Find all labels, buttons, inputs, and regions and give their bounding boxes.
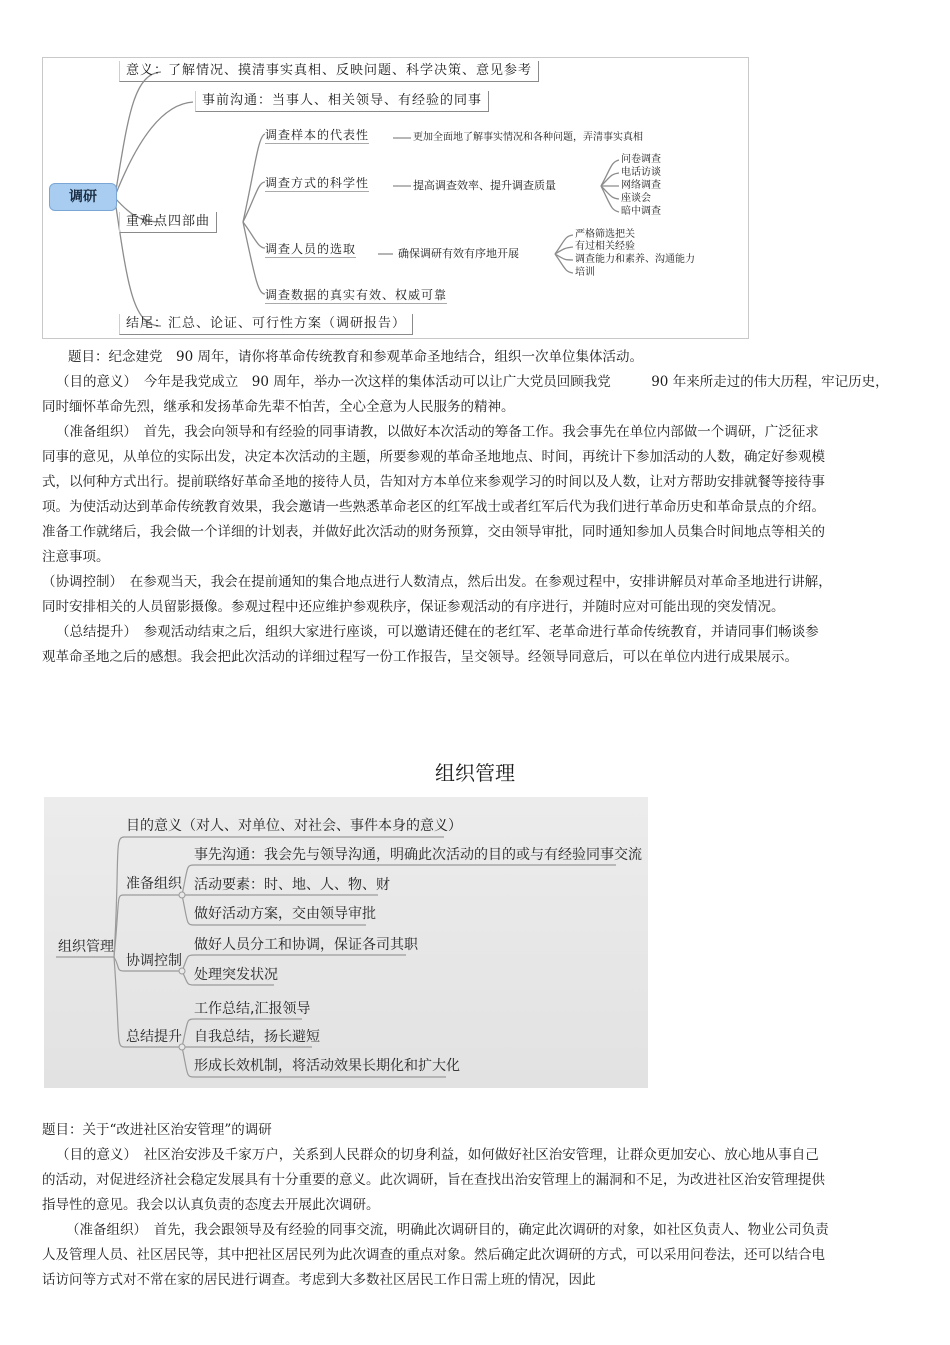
section-title: 组织管理 — [435, 761, 515, 785]
personnel-item: 有过相关经验 — [575, 241, 635, 252]
prep-item: 做好活动方案，交由领导审批 — [194, 906, 376, 922]
mindmap-root-research: 调研 — [49, 183, 117, 211]
research-mindmap — [42, 57, 749, 339]
coord-item: 做好人员分工和协调，保证各司其职 — [194, 937, 418, 953]
personnel-item: 调查能力和素养、沟通能力 — [575, 254, 695, 265]
summary-item: 形成长效机制，将活动效果长期化和扩大化 — [194, 1058, 460, 1074]
paragraph-coordination: （协调控制） 在参观当天，我会在提前通知的集合地点进行人数清点，然后出发。在参观过程中，安排讲解员对革命圣地进行讲解，同时安排相关的人员留影摄像。参观过程中还应维护参观秩序，保证参观活动的有序进行，并随时应对可能出现的突发情况。 — [42, 574, 832, 615]
node-sample: 调查样本的代表性 — [265, 128, 370, 142]
paragraph-preparation: （准备组织） 首先，我会向领导和有经验的同事请教，以做好本次活动的筹备工作。我会事先在单位内部做一个调研，广泛征求同事的意见，从单位的实际出发，决定本次活动的主题，所要参观的革命圣地地点、时间，再统计下参加活动的人数，确定好参观模式，以何种方式出行。提前联络好革命圣地的接待人员，告知对方本单位来参观学习的时间以及人数，让对方帮助安排就餐等接待事项。为使活动达到革命传统教育效果，我会邀请一些熟悉革命老区的红军战士或者红军后代为我们进行革命历史和革命景点的介绍。准备工作就绪后，我会做一个详细的计划表，并做好此次活动的财务预算，交由领导审批，同时通知参加人员集合时间地点等相关的注意事项。 — [42, 424, 825, 565]
personnel-item: 培训 — [575, 267, 595, 278]
node-personnel-note: 确保调研有效有序地开展 — [398, 247, 519, 260]
passage-community-security — [42, 1118, 898, 1293]
node-purpose: 目的意义（对人、对单位、对社会、事件本身的意义） — [126, 818, 462, 834]
paragraph-purpose: （目的意义） 今年是我党成立 90 周年，举办一次这样的集体活动可以让广大党员回顾我党 90 年来所走过的伟大历程，牢记历史，同时缅怀革命先烈，继承和发扬革命先辈不怕苦，全心全意为人民服务的精神。 — [42, 374, 889, 415]
summary-item: 自我总结，扬长避短 — [194, 1029, 320, 1045]
mindmap-root-organization: 组织管理 — [58, 939, 114, 955]
method-item: 座谈会 — [621, 193, 651, 204]
node-coord: 协调控制 — [126, 953, 182, 969]
prep-item: 事先沟通：我会先与领导沟通，明确此次活动的目的或与有经验同事交流 — [194, 847, 642, 863]
method-item: 暗中调查 — [621, 206, 661, 217]
coord-item: 处理突发状况 — [194, 967, 278, 983]
passage-title: 题目：关于“改进社区治安管理”的调研 — [42, 1122, 272, 1138]
method-item: 电话访谈 — [621, 167, 661, 178]
node-data: 调查数据的真实有效、权威可靠 — [265, 288, 448, 302]
node-pre-communication: 事前沟通：当事人、相关领导、有经验的同事 — [195, 91, 489, 112]
passage-anniversary — [42, 345, 898, 670]
method-item: 网络调查 — [621, 180, 661, 191]
node-significance: 意义：了解情况、摸清事实真相、反映问题、科学决策、意见参考 — [119, 61, 539, 82]
passage-title: 题目：纪念建党 90 周年，请你将革命传统教育和参观革命圣地结合，组织一次单位集体活动。 — [68, 349, 643, 365]
node-ending: 结尾：汇总、论证、可行性方案（调研报告） — [119, 314, 413, 335]
node-sample-note: 更加全面地了解事实情况和各种问题，弄清事实真相 — [413, 132, 643, 143]
paragraph-summary: （总结提升） 参观活动结束之后，组织大家进行座谈，可以邀请还健在的老红军、老革命进行革命传统教育，并请同事们畅谈参观革命圣地之后的感想。我会把此次活动的详细过程写一份工作报告，呈交领导。经领导同意后，可以在单位内进行成果展示。 — [42, 624, 819, 665]
node-method-note: 提高调查效率、提升调查质量 — [413, 179, 556, 192]
personnel-item: 严格筛选把关 — [575, 229, 635, 240]
node-method: 调查方式的科学性 — [265, 176, 370, 190]
node-prep: 准备组织 — [126, 876, 182, 892]
summary-item: 工作总结,汇报领导 — [194, 1001, 311, 1017]
node-summary: 总结提升 — [126, 1029, 182, 1045]
node-key-points: 重难点四部曲 — [119, 212, 217, 233]
paragraph-purpose: （目的意义） 社区治安涉及千家万户，关系到人民群众的切身利益，如何做好社区治安管理，让群众更加安心、放心地从事自己的活动，对促进经济社会稳定发展具有十分重要的意义。此次调研，旨在查找出治安管理上的漏洞和不足，为改进社区治安管理提供指导性的意见。我会以认真负责的态度去开展此次调研。 — [42, 1147, 825, 1213]
organization-mindmap — [44, 797, 648, 1088]
method-item: 问卷调查 — [621, 154, 661, 165]
paragraph-preparation: （准备组织） 首先，我会跟领导及有经验的同事交流，明确此次调研目的，确定此次调研的对象，如社区负责人、物业公司负责人及管理人员、社区居民等，其中把社区居民列为此次调查的重点对象。然后确定此次调研的方式，可以采用问卷法，还可以结合电话访问等方式对不常在家的居民进行调查。考虑到大多数社区居民工作日需上班的情况，因此 — [42, 1222, 829, 1288]
node-personnel: 调查人员的选取 — [265, 242, 357, 256]
prep-item: 活动要素：时、地、人、物、财 — [194, 877, 390, 893]
